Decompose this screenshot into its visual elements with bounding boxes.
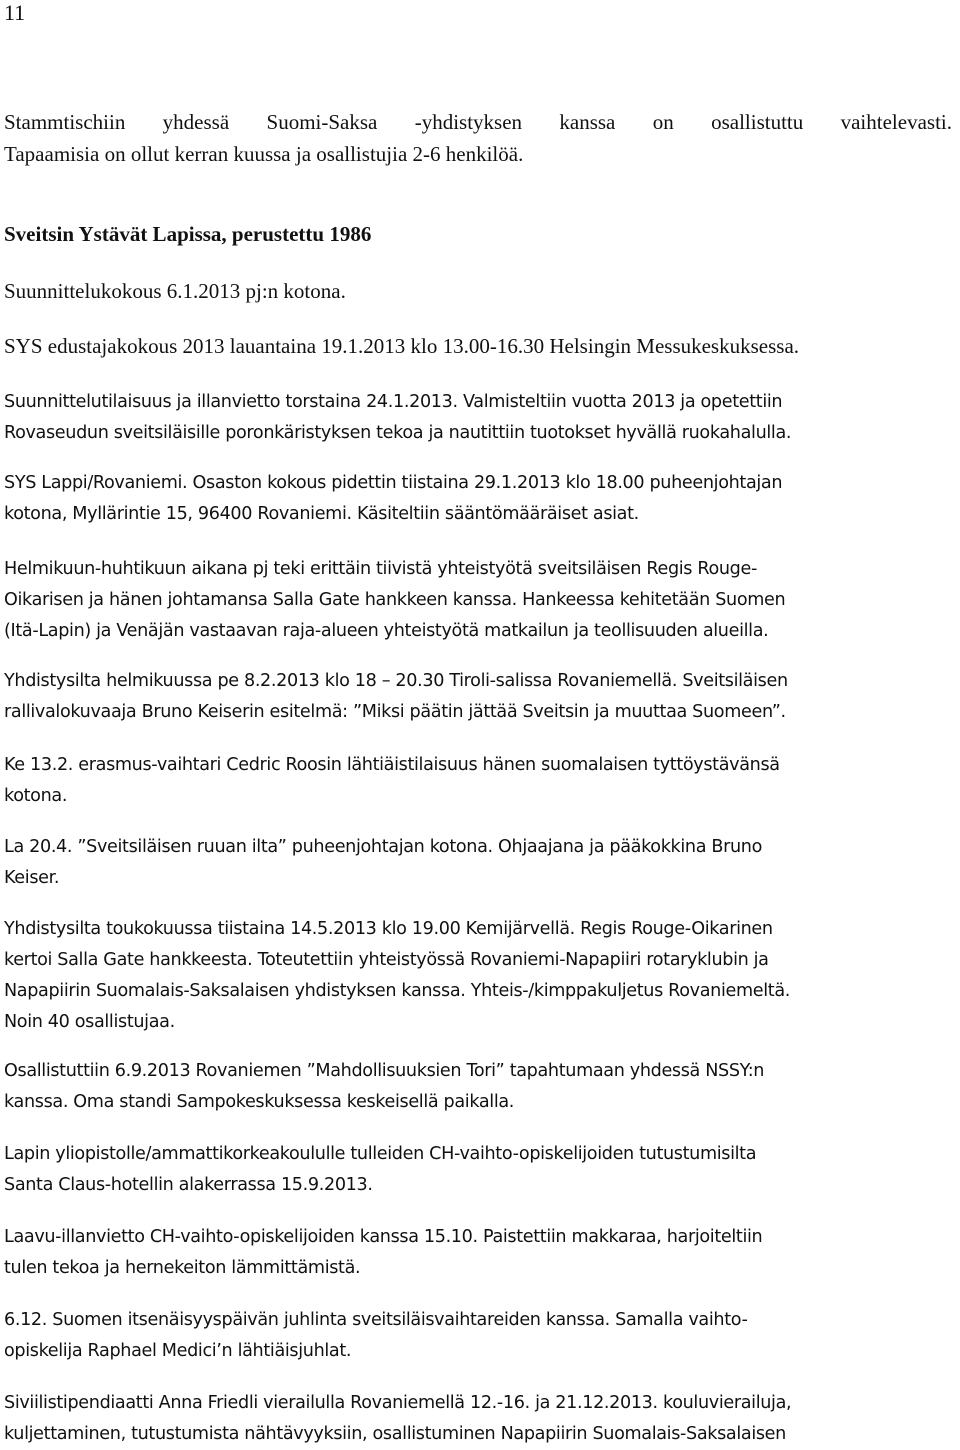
text-line: Noin 40 osallistujaa.: [4, 1012, 175, 1032]
paragraph-erasmus: [4, 750, 952, 812]
text-line: Keiser.: [4, 868, 60, 888]
section-heading: [4, 218, 952, 250]
text-line: rallivalokuvaaja Bruno Keiserin esitelmä: ”Miksi päätin jättää Sveitsin ja muuttaa Suomeen”.: [4, 702, 786, 722]
paragraph-cooperation: [4, 554, 952, 647]
text-line: Yhdistysilta toukokuussa tiistaina 14.5.2013 klo 19.00 Kemijärvellä. Regis Rouge-Oikarinen: [4, 919, 773, 939]
paragraph-lean-to-evening: [4, 1222, 952, 1284]
paragraph-sys-lappi: [4, 468, 952, 530]
paragraph-independence-day: [4, 1305, 952, 1367]
text-line: Stammtischiin yhdessä Suomi-Saksa -yhdistyksen kanssa on osallistuttu vaihtelevasti.: [4, 110, 952, 134]
text-line: Oikarisen ja hänen johtamansa Salla Gate hankkeen kanssa. Hankeessa kehitetään Suomen: [4, 590, 786, 610]
paragraph-opportunities-market: [4, 1056, 952, 1118]
paragraph-sys-meeting: [4, 330, 952, 362]
paragraph-exchange-students: [4, 1139, 952, 1201]
text-line: SYS Lappi/Rovaniemi. Osaston kokous pidettin tiistaina 29.1.2013 klo 18.00 puheenjohtajan: [4, 473, 783, 493]
text-line: Santa Claus-hotellin alakerrassa 15.9.2013.: [4, 1175, 373, 1195]
paragraph-stammtisch: [4, 106, 952, 170]
text-line: 6.12. Suomen itsenäisyyspäivän juhlinta sveitsiläisvaihtareiden kanssa. Samalla vaihto-: [4, 1310, 748, 1330]
paragraph-civil-scholar: [4, 1388, 952, 1450]
text-line: tulen tekoa ja hernekeiton lämmittämistä.: [4, 1258, 361, 1278]
text-line: Yhdistysilta helmikuussa pe 8.2.2013 klo 18 – 20.30 Tiroli-salissa Rovaniemellä. Sveitsiläisen: [4, 671, 788, 691]
text-line: La 20.4. ”Sveitsiläisen ruuan ilta” puheenjohtajan kotona. Ohjaajana ja pääkokkina Bruno: [4, 837, 762, 857]
text-line: SYS edustajakokous 2013 lauantaina 19.1.2013 klo 13.00-16.30 Helsingin Messukeskuksessa.: [4, 334, 800, 358]
text-line: Tapaamisia on ollut kerran kuussa ja osallistujia 2-6 henkilöä.: [4, 142, 524, 166]
text-line: Ke 13.2. erasmus-vaihtari Cedric Roosin lähtiäistilaisuus hänen suomalaisen tyttöystävänsä: [4, 755, 780, 775]
text-line: (Itä-Lapin) ja Venäjän vastaavan raja-alueen yhteistyötä matkailun ja teollisuuden alueilla.: [4, 621, 769, 641]
paragraph-may-evening: [4, 914, 952, 1038]
text-line: kanssa. Oma standi Sampokeskuksessa keskeisellä paikalla.: [4, 1092, 515, 1112]
paragraph-february-evening: [4, 666, 952, 728]
text-line: Lapin yliopistolle/ammattikorkeakoululle tulleiden CH-vaihto-opiskelijoiden tutustumisilta: [4, 1144, 757, 1164]
text-line: Helmikuun-huhtikuun aikana pj teki erittäin tiivistä yhteistyötä sveitsiläisen Regis Rouge-: [4, 559, 757, 579]
text-line: Suunnittelutilaisuus ja illanvietto torstaina 24.1.2013. Valmisteltiin vuotta 2013 ja opetettiin: [4, 392, 783, 412]
text-line: kotona.: [4, 786, 68, 806]
text-line: kuljettaminen, tutustumista nähtävyyksiin, osallistuminen Napapiirin Suomalais-Saksalaisen: [4, 1424, 786, 1444]
text-line: Siviilistipendiaatti Anna Friedli vierailulla Rovaniemellä 12.-16. ja 21.12.2013. kouluvierailuja,: [4, 1393, 792, 1413]
page-number: 11: [4, 0, 26, 25]
text-line: Rovaseudun sveitsiläisille poronkäristyksen tekoa ja nautittiin tuotokset hyvällä ruokahalulla.: [4, 423, 792, 443]
paragraph-planning-meeting: [4, 275, 952, 307]
paragraph-planning-event: [4, 387, 952, 449]
text-line: Laavu-illanvietto CH-vaihto-opiskelijoiden kanssa 15.10. Paistettiin makkaraa, harjoiteltiin: [4, 1227, 763, 1247]
text-line: Napapiirin Suomalais-Saksalaisen yhdistyksen kanssa. Yhteis-/kimppakuljetus Rovaniemeltä.: [4, 981, 790, 1001]
text-line: Osallistuttiin 6.9.2013 Rovaniemen ”Mahdollisuuksien Tori” tapahtumaan yhdessä NSSY:n: [4, 1061, 765, 1081]
text-line: kertoi Salla Gate hankkeesta. Toteutettiin yhteistyössä Rovaniemi-Napapiiri rotaryklubin ja: [4, 950, 769, 970]
paragraph-swiss-food-evening: [4, 832, 952, 894]
text-line: Suunnittelukokous 6.1.2013 pj:n kotona.: [4, 279, 346, 303]
text-line: kotona, Myllärintie 15, 96400 Rovaniemi. Käsiteltiin sääntömääräiset asiat.: [4, 504, 639, 524]
heading-text: Sveitsin Ystävät Lapissa, perustettu 1986: [4, 222, 372, 246]
text-line: opiskelija Raphael Medici’n lähtiäisjuhlat.: [4, 1341, 352, 1361]
